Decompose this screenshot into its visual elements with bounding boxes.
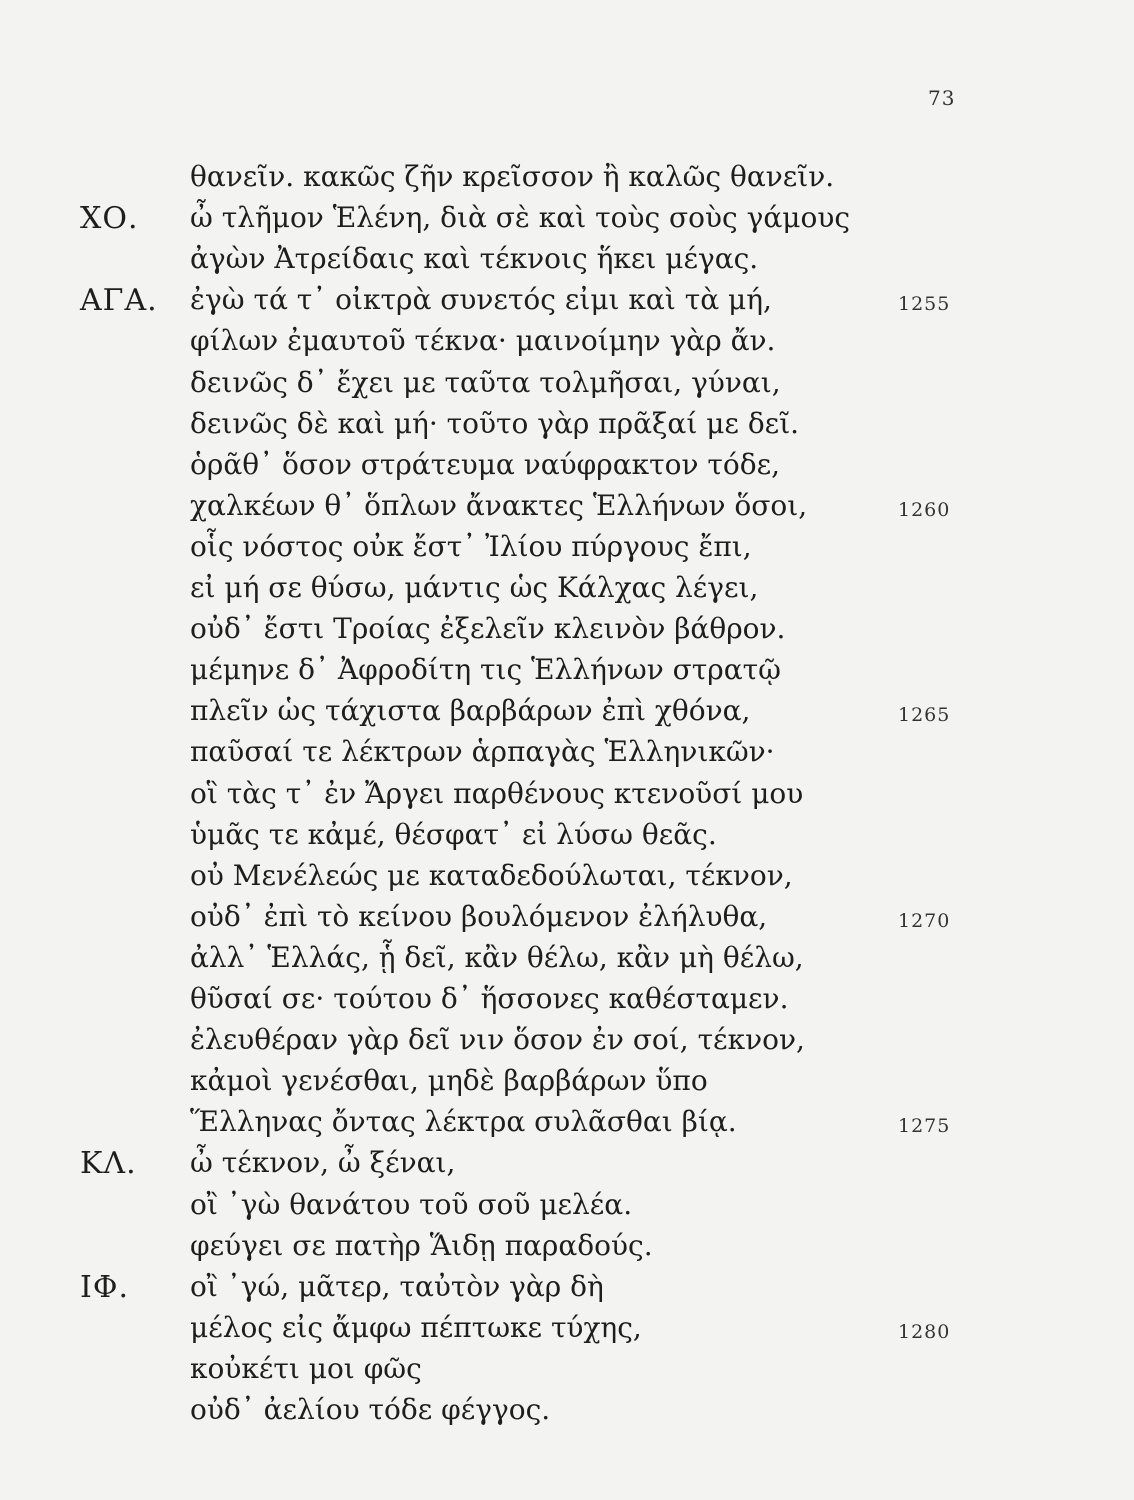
verse-line bbox=[0, 364, 1134, 404]
verse-line bbox=[0, 939, 1134, 979]
verse-text: ὦ τλῆμον Ἑλένη, διὰ σὲ καὶ τοὺς σοὺς γάμους bbox=[190, 201, 851, 235]
line-number: 1255 bbox=[898, 293, 951, 316]
verse-line bbox=[0, 1062, 1134, 1102]
speaker-label: ΧΟ. bbox=[80, 201, 139, 237]
verse-text: οὐ Μενέλεώς με καταδεδούλωται, τέκνον, bbox=[190, 858, 793, 892]
verse-text: φεύγει σε πατὴρ Ἅιδῃ παραδούς. bbox=[190, 1228, 653, 1262]
verse-line bbox=[0, 610, 1134, 650]
verse-text: οὐδ᾽ ἔστι Τροίας ἐξελεῖν κλεινὸν βάθρον. bbox=[190, 612, 786, 646]
verse-line bbox=[0, 1227, 1134, 1267]
verse-text: θῦσαί σε· τούτου δ᾽ ἥσσονες καθέσταμεν. bbox=[190, 982, 789, 1015]
line-number: 1280 bbox=[898, 1320, 951, 1343]
verse-line bbox=[0, 240, 1134, 280]
verse-line bbox=[0, 692, 1134, 732]
verse-text: ἐλευθέραν γὰρ δεῖ νιν ὅσον ἐν σοί, τέκνον, bbox=[190, 1023, 805, 1057]
verse-line bbox=[0, 446, 1134, 486]
line-number: 1265 bbox=[898, 704, 951, 727]
verse-text: φίλων ἐμαυτοῦ τέκνα· μαινοίμην γὰρ ἄν. bbox=[190, 324, 776, 358]
verse-line bbox=[0, 281, 1134, 321]
verse-text: χαλκέων θ᾽ ὅπλων ἄνακτες Ἑλλήνων ὅσοι, bbox=[190, 488, 808, 522]
speaker-label: ΑΓΑ. bbox=[80, 283, 158, 319]
page-number: 73 bbox=[928, 86, 956, 110]
verse-text: οἲ ᾽γώ, μᾶτερ, ταὐτὸν γὰρ δὴ bbox=[190, 1269, 604, 1303]
verse-text: ἀλλ᾽ Ἑλλάς, ᾗ δεῖ, κἂν θέλω, κἂν μὴ θέλω, bbox=[190, 940, 804, 974]
verse-line bbox=[0, 857, 1134, 897]
verse-line bbox=[0, 980, 1134, 1020]
verse-line bbox=[0, 1309, 1134, 1349]
verse-line bbox=[0, 1021, 1134, 1061]
verse-line bbox=[0, 487, 1134, 527]
verse-text: εἰ μή σε θύσω, μάντις ὡς Κάλχας λέγει, bbox=[190, 571, 759, 604]
verse-line bbox=[0, 569, 1134, 609]
verse-text: οὐδ᾽ ἀελίου τόδε φέγγος. bbox=[190, 1393, 551, 1426]
verse-text: ὦ τέκνον, ὦ ξέναι, bbox=[190, 1146, 456, 1180]
verse-text: ἐγὼ τά τ᾽ οἰκτρὰ συνετός εἰμι καὶ τὰ μή, bbox=[190, 283, 772, 317]
verse-line bbox=[0, 651, 1134, 691]
verse-line bbox=[0, 1350, 1134, 1390]
verse-text: Ἕλληνας ὄντας λέκτρα συλᾶσθαι βίᾳ. bbox=[190, 1105, 737, 1139]
verse-text: ὁρᾶθ᾽ ὅσον στράτευμα ναύφρακτον τόδε, bbox=[190, 447, 781, 481]
verse-text: ὑμᾶς τε κἀμέ, θέσφατ᾽ εἰ λύσω θεᾶς. bbox=[190, 817, 717, 851]
verse-text: ἀγὼν Ἀτρείδαις καὶ τέκνοις ἥκει μέγας. bbox=[190, 242, 759, 276]
verse-line bbox=[0, 528, 1134, 568]
verse-line bbox=[0, 1144, 1134, 1184]
verse-text: κοὐκέτι μοι φῶς bbox=[190, 1351, 422, 1385]
verse-text: οἲ ᾽γὼ θανάτου τοῦ σοῦ μελέα. bbox=[190, 1187, 633, 1221]
verse-line bbox=[0, 1268, 1134, 1308]
verse-text: πλεῖν ὡς τάχιστα βαρβάρων ἐπὶ χθόνα, bbox=[190, 694, 751, 728]
verse-text: μέμηνε δ᾽ Ἀφροδίτη τις Ἑλλήνων στρατῷ bbox=[190, 653, 781, 687]
verse-text: οὐδ᾽ ἐπὶ τὸ κείνου βουλόμενον ἐλήλυθα, bbox=[190, 899, 768, 933]
verse-line bbox=[0, 733, 1134, 773]
verse-line bbox=[0, 199, 1134, 239]
verse-text: θανεῖν. κακῶς ζῆν κρεῖσσον ἢ καλῶς θανεῖν. bbox=[190, 160, 835, 193]
verse-text: δεινῶς δὲ καὶ μή· τοῦτο γὰρ πρᾶξαί με δεῖ. bbox=[190, 406, 800, 440]
verse-text: οἳ τὰς τ᾽ ἐν Ἄργει παρθένους κτενοῦσί μου bbox=[190, 776, 804, 810]
verse-line bbox=[0, 1186, 1134, 1226]
verse-line bbox=[0, 775, 1134, 815]
verse-text: δεινῶς δ᾽ ἔχει με ταῦτα τολμῆσαι, γύναι, bbox=[190, 365, 781, 399]
verse-text: οἷς νόστος οὐκ ἔστ᾽ Ἰλίου πύργους ἔπι, bbox=[190, 529, 752, 563]
line-number: 1275 bbox=[898, 1115, 951, 1138]
verse-text: παῦσαί τε λέκτρων ἁρπαγὰς Ἑλληνικῶν· bbox=[190, 735, 775, 769]
verse-line bbox=[0, 158, 1134, 198]
verse-text: κἀμοὶ γενέσθαι, μηδὲ βαρβάρων ὕπο bbox=[190, 1064, 708, 1098]
speaker-label: ΚΛ. bbox=[80, 1146, 137, 1182]
verse-text: μέλος εἰς ἄμφω πέπτωκε τύχης, bbox=[190, 1310, 642, 1344]
verse-line bbox=[0, 1391, 1134, 1431]
verse-line bbox=[0, 1103, 1134, 1143]
line-number: 1270 bbox=[898, 909, 951, 932]
verse-line bbox=[0, 405, 1134, 445]
verse-line bbox=[0, 816, 1134, 856]
speaker-label: ΙΦ. bbox=[80, 1269, 129, 1305]
line-number: 1260 bbox=[898, 498, 951, 521]
verse-line bbox=[0, 898, 1134, 938]
verse-line bbox=[0, 322, 1134, 362]
